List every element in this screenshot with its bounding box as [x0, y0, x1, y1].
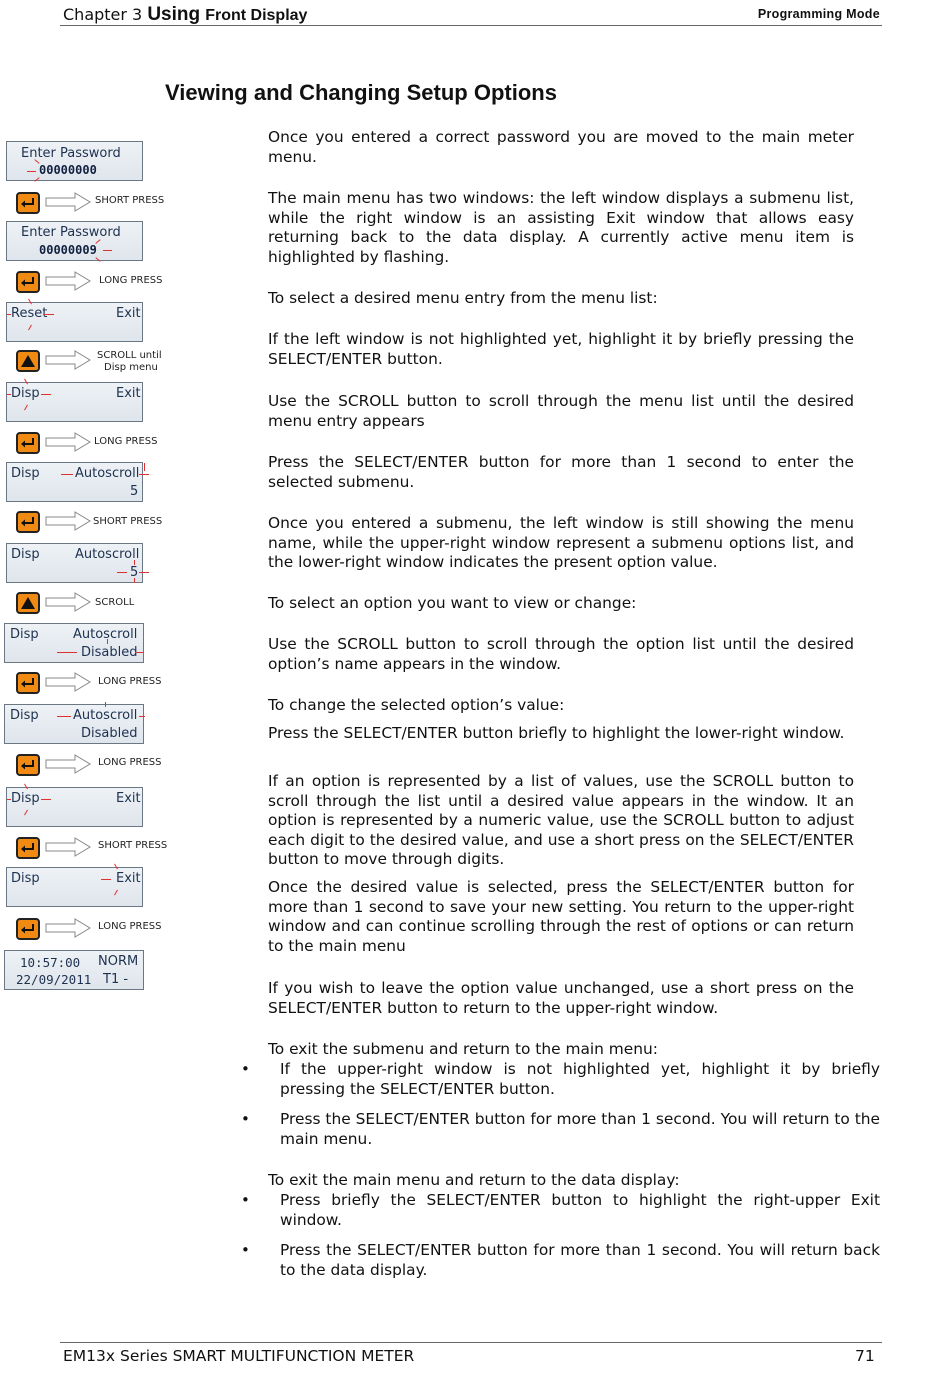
- flash-mark: [134, 578, 135, 583]
- lcd-line: Exit: [116, 306, 141, 321]
- lcd-line: Disp: [11, 466, 40, 481]
- flash-mark: [95, 257, 100, 262]
- flash-mark: [41, 394, 51, 395]
- action-label: SCROLL until: [97, 350, 162, 361]
- lcd-line: Disp: [10, 708, 39, 723]
- flash-mark: [139, 474, 149, 475]
- flash-mark: [107, 639, 108, 644]
- lcd-line: 00000009: [39, 243, 97, 257]
- lcd-line: Disp: [10, 627, 39, 642]
- lcd-line: Exit: [116, 871, 141, 886]
- footer-product: EM13x Series SMART MULTIFUNCTION METER: [63, 1347, 415, 1365]
- paragraph: If an option is represented by a list of values, use the SCROLL button to scroll through the list until a desired value appears in the window. It an option is represented by a numeric value, use the SCROLL button to adjust each digit to the desired value, and use a short press on the SELECT/ENTER button to move through digits.: [268, 772, 854, 869]
- paragraph: Once you entered a submenu, the left window is still showing the menu name, while the upper-right window represent a submenu options list, and the lower-right window indicates the present option value.: [268, 514, 854, 572]
- action-label: Disp menu: [104, 362, 158, 373]
- flash-mark: [144, 463, 145, 471]
- lcd-screen: [4, 623, 144, 663]
- action-label: LONG PRESS: [94, 436, 158, 447]
- bullet-marker: •: [241, 1060, 250, 1078]
- lcd-line: 5: [130, 565, 139, 580]
- flash-mark: [61, 474, 73, 475]
- lcd-line: Disp: [11, 386, 40, 401]
- lcd-line: Enter Password: [21, 225, 121, 240]
- paragraph: If the left window is not highlighted yet, highlight it by briefly pressing the SELECT/ENTER button.: [268, 330, 854, 368]
- lcd-line: Reset: [11, 306, 48, 321]
- footer-rule: [60, 1342, 882, 1343]
- lcd-screen: [6, 462, 143, 502]
- paragraph: Once you entered a correct password you are moved to the main meter menu.: [268, 128, 854, 166]
- flash-mark: [139, 572, 149, 573]
- flow-arrow-icon: [45, 837, 91, 861]
- lcd-line: Autoscroll: [73, 708, 138, 723]
- lcd-screen: [6, 141, 143, 181]
- flash-mark: [114, 890, 118, 896]
- chapter-using: Using: [147, 4, 201, 25]
- action-label: LONG PRESS: [98, 921, 162, 932]
- paragraph: To select a desired menu entry from the menu list:: [268, 289, 658, 307]
- enter-button-icon: [16, 754, 40, 776]
- paragraph: To change the selected option’s value:: [268, 696, 565, 714]
- chapter-front-display: Front Display: [205, 7, 308, 24]
- action-label: LONG PRESS: [98, 757, 162, 768]
- lcd-date: 22/09/2011: [16, 972, 92, 987]
- enter-button-icon: [16, 511, 40, 533]
- paragraph: Press the SELECT/ENTER button for more than 1 second to enter the selected submenu.: [268, 453, 854, 491]
- flash-mark: [105, 702, 106, 707]
- scroll-button-icon: [16, 592, 40, 614]
- bullet-marker: •: [241, 1241, 250, 1259]
- flash-mark: [24, 379, 28, 385]
- bullet-marker: •: [241, 1191, 250, 1209]
- lcd-line: Autoscroll: [75, 547, 140, 562]
- paragraph: Press the SELECT/ENTER button briefly to highlight the lower-right window.: [268, 724, 845, 742]
- action-label: SCROLL: [95, 597, 135, 608]
- lcd-screen: [6, 221, 143, 261]
- flash-mark: [57, 716, 71, 717]
- flash-mark: [28, 299, 32, 305]
- lcd-data-display: [4, 950, 144, 990]
- action-label: LONG PRESS: [99, 275, 163, 286]
- action-label: SHORT PRESS: [93, 516, 163, 527]
- lcd-screen: [4, 704, 144, 744]
- lcd-line: 00000000: [39, 163, 97, 177]
- lcd-screen: [6, 382, 143, 422]
- enter-button-icon: [16, 271, 40, 293]
- bullet-item: Press the SELECT/ENTER button for more than 1 second. You will return to the main menu.: [280, 1110, 880, 1148]
- flash-mark: [28, 325, 32, 331]
- lcd-line: Disp: [11, 871, 40, 886]
- bullet-item: If the upper-right window is not highlighted yet, highlight it by briefly pressing the SELECT/ENTER button.: [280, 1060, 880, 1098]
- flash-mark: [103, 250, 112, 251]
- flash-mark: [114, 864, 118, 870]
- flash-mark: [24, 810, 28, 816]
- lcd-tariff: T1 -: [103, 972, 129, 987]
- paragraph: Use the SCROLL button to scroll through the option list until the desired option’s name appears in the window.: [268, 635, 854, 673]
- paragraph: To exit the main menu and return to the data display:: [268, 1171, 680, 1189]
- flash-mark: [135, 652, 143, 653]
- flow-arrow-icon: [45, 432, 91, 456]
- flash-mark: [134, 560, 135, 565]
- page-number: 71: [855, 1347, 875, 1365]
- page-title: Viewing and Changing Setup Options: [165, 80, 557, 105]
- lcd-line: Disp: [11, 791, 40, 806]
- bullet-item: Press the SELECT/ENTER button for more than 1 second. You will return back to the data display.: [280, 1241, 880, 1279]
- paragraph: If you wish to leave the option value unchanged, use a short press on the SELECT/ENTER button to return to the upper-right window.: [268, 979, 854, 1017]
- lcd-screen: [6, 867, 143, 907]
- lcd-screen: [6, 302, 143, 342]
- enter-button-icon: [16, 918, 40, 940]
- paragraph: To select an option you want to view or change:: [268, 594, 637, 612]
- chapter-heading: [63, 4, 307, 26]
- lcd-line: Autoscroll: [73, 627, 138, 642]
- flow-arrow-icon: [45, 672, 91, 696]
- flash-mark: [57, 652, 77, 653]
- bullet-item: Press briefly the SELECT/ENTER button to highlight the right-upper Exit window.: [280, 1191, 880, 1229]
- lcd-mode: NORM: [98, 954, 139, 969]
- bullet-marker: •: [241, 1110, 250, 1128]
- action-label: SHORT PRESS: [95, 195, 165, 206]
- section-label: Programming Mode: [757, 7, 880, 21]
- flow-arrow-icon: [45, 350, 91, 374]
- chapter-label: Chapter 3: [63, 5, 143, 24]
- lcd-line: Exit: [116, 386, 141, 401]
- lcd-line: Disp: [11, 547, 40, 562]
- flash-mark: [7, 799, 11, 800]
- paragraph: The main menu has two windows: the left window displays a submenu list, while the right window is an assisting Exit window that allows easy returning back to the data display. A currently active menu item is highlighted by flashing.: [268, 189, 854, 266]
- flash-mark: [7, 394, 11, 395]
- paragraph: To exit the submenu and return to the main menu:: [268, 1040, 658, 1058]
- lcd-line: Autoscroll: [75, 466, 140, 481]
- flash-mark: [44, 314, 54, 315]
- flow-arrow-icon: [45, 511, 91, 535]
- paragraph: Once the desired value is selected, press the SELECT/ENTER button for more than 1 second to save your new setting. You return to the upper-right window and can continue scrolling through the rest of options or can return to the main menu: [268, 878, 854, 955]
- scroll-button-icon: [16, 350, 40, 372]
- paragraph: Use the SCROLL button to scroll through the menu list until the desired menu entry appears: [268, 392, 854, 430]
- lcd-line: Disabled: [81, 645, 138, 660]
- flash-mark: [7, 314, 11, 315]
- lcd-time: 10:57:00: [20, 955, 81, 970]
- action-label: LONG PRESS: [98, 676, 162, 687]
- flash-mark: [139, 716, 145, 717]
- flash-mark: [41, 799, 51, 800]
- enter-button-icon: [16, 432, 40, 454]
- lcd-line: Enter Password: [21, 146, 121, 161]
- flash-mark: [101, 879, 111, 880]
- flow-arrow-icon: [45, 592, 91, 616]
- flash-mark: [34, 177, 39, 182]
- flash-mark: [24, 405, 28, 411]
- flow-arrow-icon: [45, 754, 91, 778]
- flow-arrow-icon: [45, 271, 91, 295]
- lcd-line: 5: [130, 484, 139, 499]
- flow-arrow-icon: [45, 192, 91, 216]
- enter-button-icon: [16, 192, 40, 214]
- action-label: SHORT PRESS: [98, 840, 168, 851]
- lcd-line: Exit: [116, 791, 141, 806]
- flash-mark: [117, 572, 127, 573]
- enter-button-icon: [16, 672, 40, 694]
- enter-button-icon: [16, 837, 40, 859]
- flow-arrow-icon: [45, 918, 91, 942]
- lcd-line: Disabled: [81, 726, 138, 741]
- flash-mark: [27, 171, 36, 172]
- lcd-screen: [6, 787, 143, 827]
- lcd-screen: [6, 543, 143, 583]
- flash-mark: [24, 784, 28, 790]
- header-rule: [60, 25, 882, 26]
